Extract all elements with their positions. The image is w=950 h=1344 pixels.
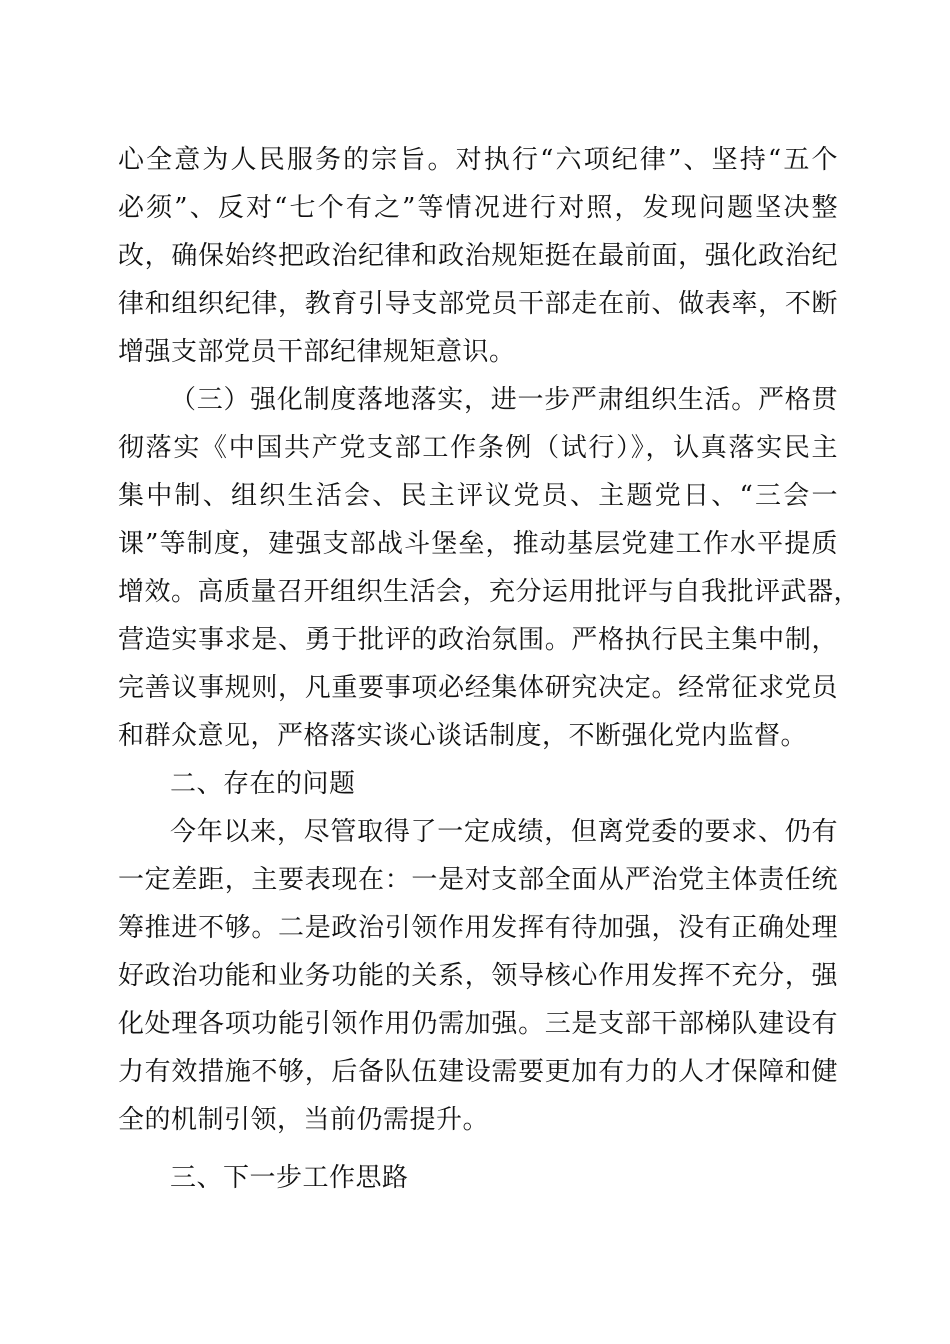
section-heading-problems: 二、存在的问题 — [170, 769, 356, 799]
paragraph-problems — [118, 808, 838, 1144]
document-body — [118, 136, 861, 1202]
text-line: 集中制、组织生活会、民主评议党员、主题党日、“三会一 — [118, 481, 838, 511]
text-line: 彻落实《中国共产党支部工作条例（试行）》，认真落实民主 — [118, 433, 838, 463]
text-line: 筹推进不够。二是政治引领作用发挥有待加强，没有正确处理 — [118, 913, 838, 943]
subsection-heading: （三）强化制度落地落实，进一步严肃组织生活。 — [170, 385, 759, 415]
paragraph-organization-life — [118, 376, 861, 760]
text-line: 增强支部党员干部纪律规矩意识。 — [118, 337, 516, 367]
text-line: 完善议事规则，凡重要事项必经集体研究决定。经常征求党员 — [118, 673, 838, 703]
text-line: 改，确保始终把政治纪律和政治规矩挺在最前面，强化政治纪 — [118, 241, 838, 271]
text-line: 必须”、反对“七个有之”等情况进行对照，发现问题坚决整 — [118, 193, 838, 223]
text-line — [118, 376, 838, 424]
text-line: 营造实事求是、勇于批评的政治氛围。严格执行民主集中制， — [118, 625, 838, 655]
text-line: 今年以来，尽管取得了一定成绩，但离党委的要求、仍有 — [170, 817, 838, 847]
text-line: 增效。高质量召开组织生活会，充分运用批评与自我批评武器， — [118, 577, 861, 607]
text-line: 全的机制引领，当前仍需提升。 — [118, 1105, 490, 1135]
text-line: 好政治功能和业务功能的关系，领导核心作用发挥不充分，强 — [118, 961, 838, 991]
text-fragment: 严格贯 — [758, 385, 838, 415]
paragraph-discipline — [118, 136, 838, 376]
text-line: 心全意为人民服务的宗旨。对执行“六项纪律”、坚持“五个 — [118, 145, 838, 175]
text-line: 律和组织纪律，教育引导支部党员干部走在前、做表率，不断 — [118, 289, 838, 319]
text-line: 和群众意见，严格落实谈心谈话制度，不断强化党内监督。 — [118, 721, 808, 751]
text-line: 一定差距，主要表现在：一是对支部全面从严治党主体责任统 — [118, 865, 838, 895]
section-heading-next-steps: 三、下一步工作思路 — [170, 1163, 409, 1193]
text-line: 力有效措施不够，后备队伍建设需要更加有力的人才保障和健 — [118, 1057, 838, 1087]
text-line: 课”等制度，建强支部战斗堡垒，推动基层党建工作水平提质 — [118, 529, 838, 559]
text-line: 化处理各项功能引领作用仍需加强。三是支部干部梯队建设有 — [118, 1009, 838, 1039]
